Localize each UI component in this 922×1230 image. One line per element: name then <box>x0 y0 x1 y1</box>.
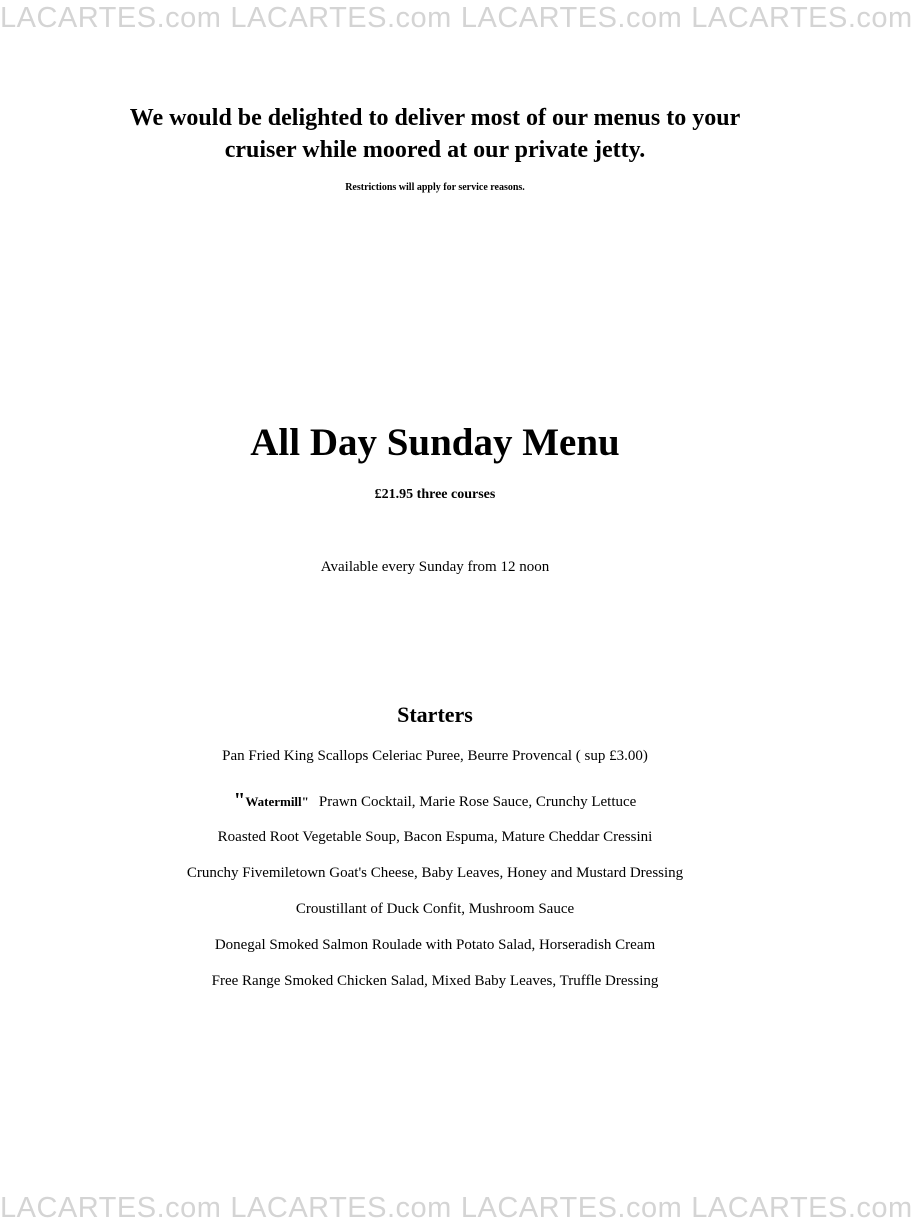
quote-mark: " <box>233 788 246 812</box>
starter-item: Crunchy Fivemiletown Goat's Cheese, Baby Leaves, Honey and Mustard Dressing <box>186 865 684 881</box>
watermark-text: LACARTES.com <box>0 1192 222 1224</box>
intro-line-1: We would be delighted to deliver most of our menus to your <box>129 105 741 131</box>
intro-line-2: cruiser while moored at our private jetty. <box>224 137 646 163</box>
starter-item: Donegal Smoked Salmon Roulade with Potato Salad, Horseradish Cream <box>214 937 656 953</box>
watermark-text: LACARTES.com <box>230 1192 452 1224</box>
starter-item-text: Prawn Cocktail, Marie Rose Sauce, Crunchy Lettuce <box>318 794 637 810</box>
starter-item: Free Range Smoked Chicken Salad, Mixed Baby Leaves, Truffle Dressing <box>211 973 659 989</box>
watermark-text: LACARTES.com <box>460 2 683 34</box>
watermark-text: LACARTES.com <box>0 2 222 34</box>
starter-item <box>0 788 870 813</box>
menu-price: £21.95 three courses <box>374 487 496 502</box>
restrictions-note: Restrictions will apply for service reasons. <box>345 182 525 193</box>
watermark-text: LACARTES.com <box>691 1192 913 1224</box>
watermark-text: LACARTES.com <box>230 2 452 34</box>
watermark-text: LACARTES.com <box>460 1192 683 1224</box>
menu-title: All Day Sunday Menu <box>250 421 620 464</box>
starter-item: Croustillant of Duck Confit, Mushroom Sauce <box>295 901 575 917</box>
watermark-bottom <box>0 1192 913 1225</box>
dish-tag: Watermill" <box>245 794 309 809</box>
menu-availability: Available every Sunday from 12 noon <box>320 559 550 575</box>
starter-item: Pan Fried King Scallops Celeriac Puree, Beurre Provencal ( sup £3.00) <box>222 748 648 764</box>
watermark-top <box>0 2 913 35</box>
watermark-text: LACARTES.com <box>691 2 913 34</box>
starter-item: Roasted Root Vegetable Soup, Bacon Espuma, Mature Cheddar Cressini <box>217 829 653 845</box>
starters-heading: Starters <box>397 702 473 727</box>
